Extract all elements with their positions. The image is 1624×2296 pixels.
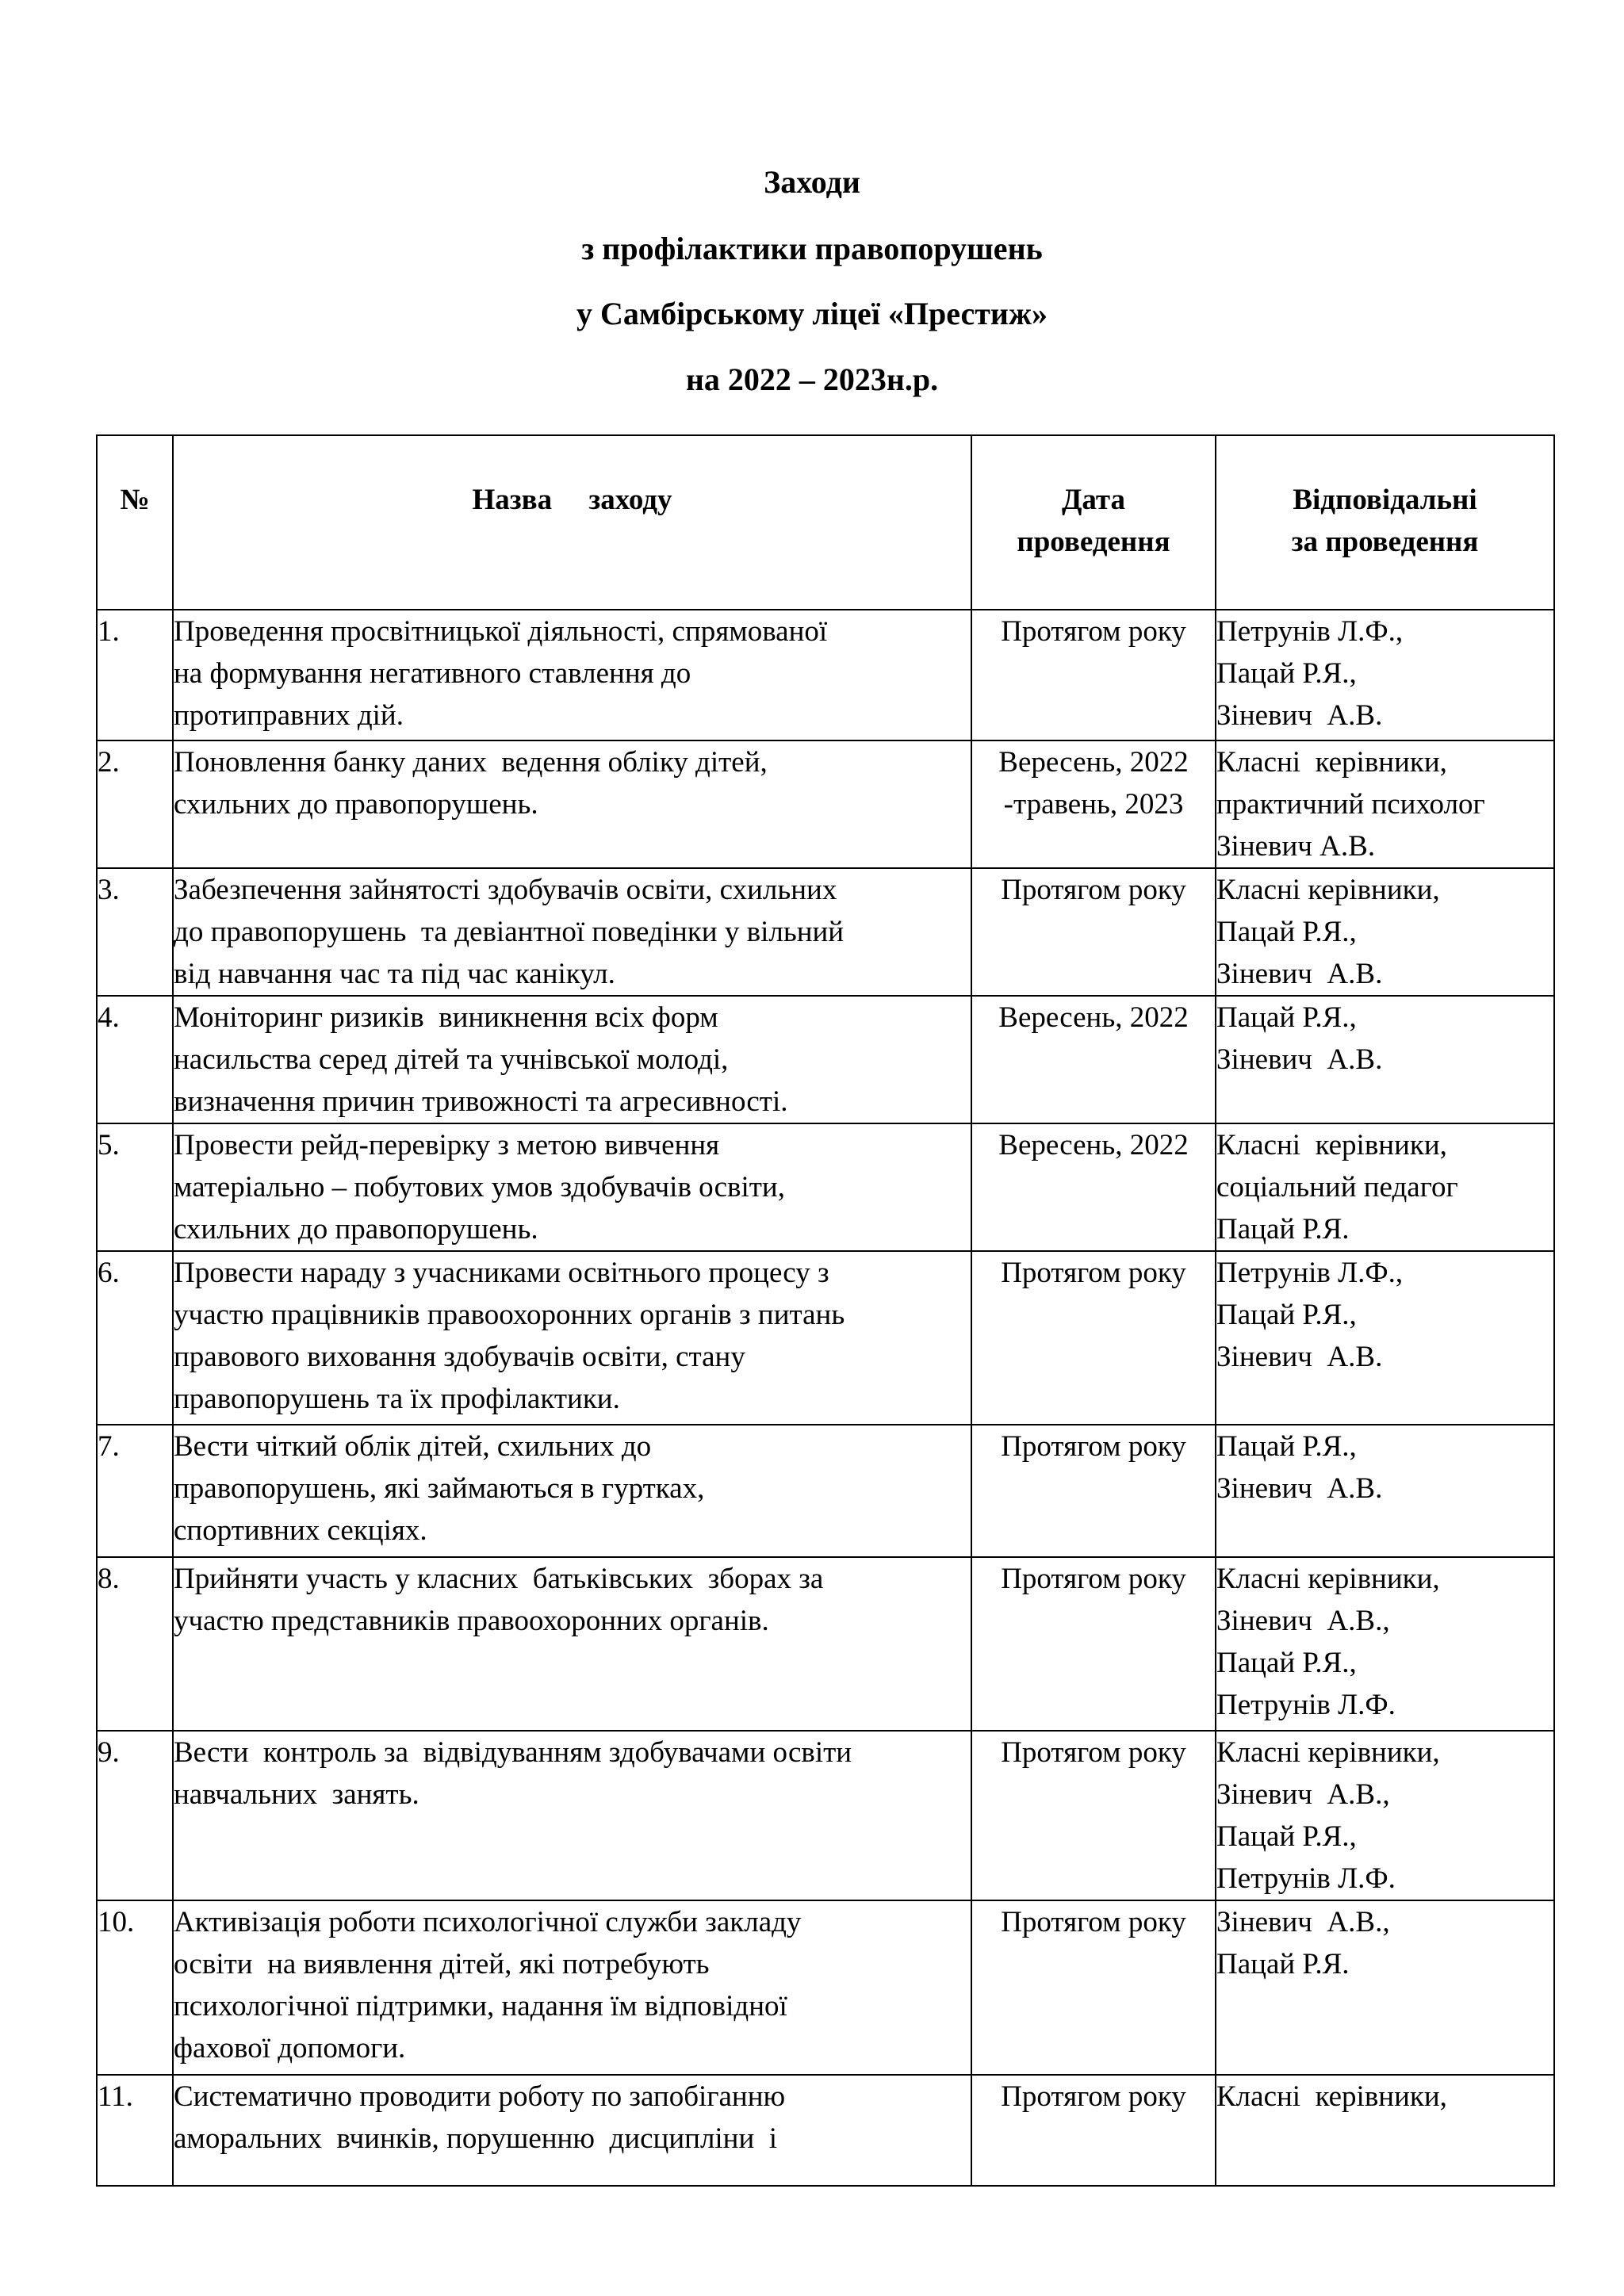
- event-name-line: участю працівників правоохоронних органів з питань: [174, 1299, 845, 1331]
- event-responsible-line: Петрунів Л.Ф.,: [1216, 1257, 1404, 1289]
- event-name-line: схильних до правопорушень.: [174, 1213, 538, 1246]
- event-date: [971, 2075, 1216, 2186]
- table-row: [97, 1731, 1554, 1900]
- event-date: [971, 868, 1216, 996]
- event-responsible-line: Пацай Р.Я.,: [1216, 1001, 1357, 1034]
- event-name-line: Систематично проводити роботу по запобіганню: [174, 2080, 786, 2113]
- event-responsible: [1216, 1251, 1554, 1425]
- header-date: Дата проведення: [971, 435, 1216, 610]
- event-responsible-line: Пацай Р.Я.,: [1216, 916, 1357, 948]
- event-name-line: аморальних вчинків, порушенню дисципліни і: [174, 2122, 778, 2155]
- event-date-line: Вересень, 2022: [998, 746, 1189, 779]
- event-responsible-line: Зіневич А.В.: [1216, 1341, 1383, 1373]
- row-number: 11.: [97, 2075, 173, 2186]
- event-responsible-line: Пацай Р.Я.: [1216, 1948, 1350, 1980]
- row-number: 2.: [97, 740, 173, 868]
- event-name-line: Прийняти участь у класних батьківських зборах за: [174, 1563, 824, 1595]
- event-name-line: Моніторинг ризиків виникнення всіх форм: [174, 1001, 718, 1034]
- event-name-line: протиправних дій.: [174, 699, 404, 732]
- event-date: [971, 996, 1216, 1123]
- event-responsible-line: Зіневич А.В.: [1216, 1043, 1383, 1076]
- event-responsible: [1216, 1425, 1554, 1557]
- table-row: [97, 1123, 1554, 1251]
- event-responsible-line: Класні керівники,: [1216, 746, 1447, 779]
- event-name: [173, 1557, 971, 1731]
- event-name-line: Активізація роботи психологічної служби закладу: [174, 1906, 802, 1938]
- event-name: [173, 1900, 971, 2075]
- row-number: 3.: [97, 868, 173, 996]
- row-number: 5.: [97, 1123, 173, 1251]
- event-responsible-line: Зіневич А.В.,: [1216, 1605, 1390, 1637]
- event-responsible-line: Петрунів Л.Ф.: [1216, 1689, 1396, 1721]
- event-name-line: участю представників правоохоронних органів.: [174, 1605, 769, 1637]
- header-number: №: [97, 435, 173, 610]
- table-row: [97, 740, 1554, 868]
- event-date-line: Протягом року: [1001, 1563, 1186, 1595]
- event-name: [173, 1425, 971, 1557]
- event-responsible-line: Класні керівники,: [1216, 874, 1440, 906]
- event-date-line: Протягом року: [1001, 874, 1186, 906]
- table-row: [97, 1900, 1554, 2075]
- event-responsible: [1216, 1123, 1554, 1251]
- event-date-line: Протягом року: [1001, 615, 1186, 648]
- event-responsible-line: Зіневич А.В.: [1216, 830, 1376, 863]
- event-name: [173, 1251, 971, 1425]
- table-row: [97, 1425, 1554, 1557]
- event-name-line: фахової допомоги.: [174, 2032, 406, 2064]
- table-row: [97, 2075, 1554, 2186]
- event-name-line: Вести контроль за відвідуванням здобувачами освіти: [174, 1736, 852, 1769]
- event-name: [173, 868, 971, 996]
- event-responsible-line: Пацай Р.Я.,: [1216, 1299, 1357, 1331]
- event-responsible-line: Пацай Р.Я.,: [1216, 1430, 1357, 1463]
- event-name: [173, 2075, 971, 2186]
- event-responsible-line: практичний психолог: [1216, 788, 1485, 821]
- event-name-line: Провести нараду з учасниками освітнього процесу з: [174, 1257, 829, 1289]
- event-responsible: [1216, 1557, 1554, 1731]
- event-responsible-line: Петрунів Л.Ф.,: [1216, 615, 1404, 648]
- event-name-line: визначення причин тривожності та агресивності.: [174, 1085, 788, 1118]
- event-responsible: [1216, 2075, 1554, 2186]
- event-responsible-line: Зіневич А.В.,: [1216, 1778, 1390, 1811]
- event-responsible-line: Пацай Р.Я.: [1216, 1213, 1350, 1246]
- event-date: [971, 610, 1216, 740]
- event-name-line: правопорушень, які займаються в гуртках,: [174, 1472, 705, 1505]
- event-responsible-line: Класні керівники,: [1216, 1129, 1447, 1161]
- event-name-line: схильних до правопорушень.: [174, 788, 538, 821]
- event-date-line: Протягом року: [1001, 1430, 1186, 1463]
- event-responsible: [1216, 1731, 1554, 1900]
- title-line-3: у Самбірському ліцеї «Престиж»: [576, 296, 1048, 331]
- row-number: 4.: [97, 996, 173, 1123]
- event-name-line: від навчання час та під час канікул.: [174, 958, 615, 990]
- event-responsible-line: Пацай Р.Я.,: [1216, 1820, 1357, 1853]
- event-name-line: правового виховання здобувачів освіти, стану: [174, 1341, 745, 1373]
- event-responsible-line: Зіневич А.В.: [1216, 1472, 1383, 1505]
- event-name-line: матеріально – побутових умов здобувачів освіти,: [174, 1171, 785, 1203]
- event-responsible: [1216, 610, 1554, 740]
- event-responsible-line: Класні керівники,: [1216, 1736, 1440, 1769]
- table-row: [97, 996, 1554, 1123]
- event-responsible-line: Зіневич А.В.: [1216, 699, 1383, 732]
- row-number: 1.: [97, 610, 173, 740]
- table-row: [97, 1557, 1554, 1731]
- header-event-name: Назва заходу: [173, 435, 971, 610]
- event-name: [173, 996, 971, 1123]
- event-responsible: [1216, 868, 1554, 996]
- event-responsible-line: Класні керівники,: [1216, 2080, 1447, 2113]
- table-header-row: [97, 435, 1554, 610]
- row-number: 8.: [97, 1557, 173, 1731]
- event-date-line: Протягом року: [1001, 2080, 1186, 2113]
- row-number: 7.: [97, 1425, 173, 1557]
- event-name: [173, 740, 971, 868]
- event-date: [971, 1731, 1216, 1900]
- event-name-line: Провести рейд-перевірку з метою вивчення: [174, 1129, 720, 1161]
- event-date: [971, 1123, 1216, 1251]
- event-name: [173, 1731, 971, 1900]
- event-responsible: [1216, 1900, 1554, 2075]
- header-responsible: Відповідальні за проведення: [1216, 435, 1554, 610]
- title-line-1: Заходи: [764, 164, 860, 200]
- event-name-line: Забезпечення зайнятості здобувачів освіти, схильних: [174, 874, 837, 906]
- event-name-line: до правопорушень та девіантної поведінки у вільний: [174, 916, 845, 948]
- event-responsible-line: Петрунів Л.Ф.: [1216, 1862, 1396, 1895]
- row-number: 6.: [97, 1251, 173, 1425]
- event-name-line: насильства серед дітей та учнівської молоді,: [174, 1043, 729, 1076]
- event-name: [173, 1123, 971, 1251]
- event-name-line: освіти на виявлення дітей, які потребують: [174, 1948, 710, 1980]
- event-responsible: [1216, 996, 1554, 1123]
- table-row: [97, 868, 1554, 996]
- event-date-line: Вересень, 2022: [998, 1129, 1189, 1161]
- table-row: [97, 610, 1554, 740]
- event-date-line: Протягом року: [1001, 1906, 1186, 1938]
- event-date-line: Вересень, 2022: [998, 1001, 1189, 1034]
- table-body: [97, 610, 1554, 2186]
- event-date: [971, 1557, 1216, 1731]
- event-responsible-line: Пацай Р.Я.,: [1216, 657, 1357, 690]
- event-date: [971, 1900, 1216, 2075]
- event-date: [971, 1251, 1216, 1425]
- event-name-line: на формування негативного ставлення до: [174, 657, 691, 690]
- event-date-line: -травень, 2023: [1003, 788, 1184, 821]
- event-name-line: психологічної підтримки, надання їм відповідної: [174, 1990, 787, 2022]
- event-responsible-line: Класні керівники,: [1216, 1563, 1440, 1595]
- row-number: 9.: [97, 1731, 173, 1900]
- event-name-line: навчальних занять.: [174, 1778, 419, 1811]
- event-name-line: правопорушень та їх профілактики.: [174, 1383, 620, 1415]
- event-name-line: Проведення просвітницької діяльності, спрямованої: [174, 615, 828, 648]
- event-name-line: Поновлення банку даних ведення обліку дітей,: [174, 746, 768, 779]
- event-date: [971, 740, 1216, 868]
- event-responsible-line: Зіневич А.В.: [1216, 958, 1383, 990]
- event-responsible: [1216, 740, 1554, 868]
- event-responsible-line: Пацай Р.Я.,: [1216, 1647, 1357, 1679]
- event-date-line: Протягом року: [1001, 1736, 1186, 1769]
- event-name: [173, 610, 971, 740]
- event-name-line: спортивних секціях.: [174, 1514, 427, 1547]
- event-responsible-line: Зіневич А.В.,: [1216, 1906, 1390, 1938]
- row-number: 10.: [97, 1900, 173, 2075]
- event-name-line: Вести чіткий облік дітей, схильних до: [174, 1430, 652, 1463]
- event-date: [971, 1425, 1216, 1557]
- title-line-4: на 2022 – 2023н.р.: [685, 362, 939, 397]
- title-line-2: з профілактики правопорушень: [581, 231, 1043, 266]
- event-responsible-line: соціальний педагог: [1216, 1171, 1458, 1203]
- table-row: [97, 1251, 1554, 1425]
- measures-table: [96, 434, 1555, 2187]
- event-date-line: Протягом року: [1001, 1257, 1186, 1289]
